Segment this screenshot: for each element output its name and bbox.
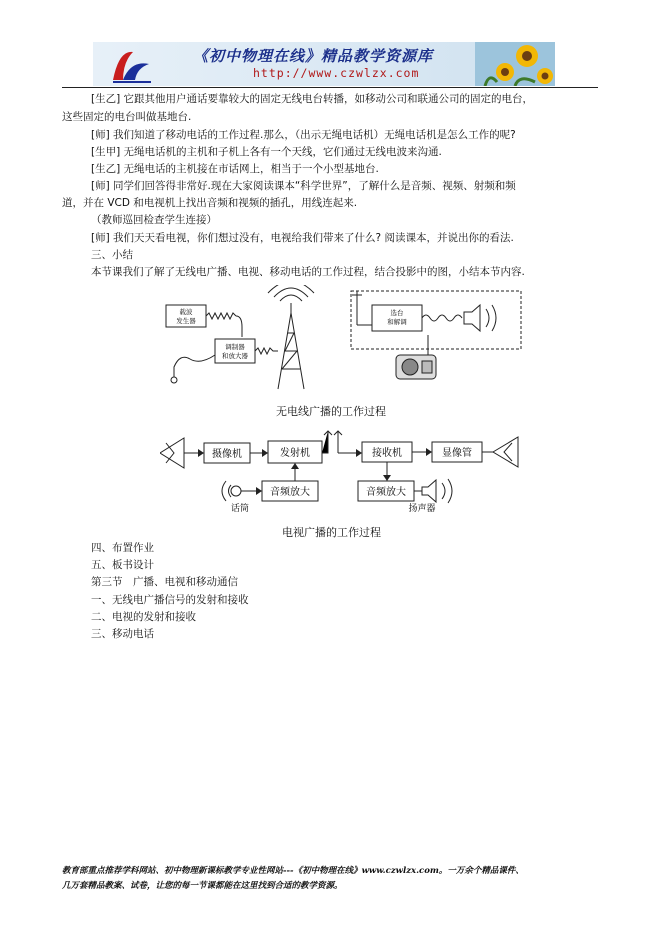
body-line-10: 三、小结 — [91, 249, 133, 261]
microphone-icon — [231, 486, 241, 496]
section-item-2: 二、电视的发射和接收 — [91, 611, 196, 623]
section-item-3: 三、移动电话 — [91, 628, 154, 640]
transmitter-label: 发射机 — [280, 448, 310, 459]
body-line-5: [生乙] 无绳电话的主机接在市话网上，相当于一个小型基地台. — [91, 163, 379, 175]
broadcast-tower-icon — [268, 285, 314, 389]
figure1-caption: 无电线广播的工作过程 — [276, 405, 386, 418]
body-line-3: [师] 我们知道了移动电话的工作过程.那么，（出示无绳电话机）无绳电话机是怎么工作的呢? — [91, 129, 516, 141]
body-line-11: 本节课我们了解了无线电广播、电视、移动电话的工作过程，结合投影中的图，小结本节内容. — [91, 266, 525, 278]
radio-icon — [396, 335, 436, 379]
footer-line-1: 教育部重点推荐学科网站、初中物理新课标教学专业性网站---《初中物理在线》www.czwlzx.com。一万余个精品课件、 — [62, 866, 524, 876]
modulator-label-2: 和放大器 — [222, 352, 248, 360]
tuner-label-1: 选台 — [390, 309, 404, 317]
section-homework: 四、布置作业 — [91, 542, 154, 554]
antenna-icon — [352, 291, 372, 325]
picture-tube-label: 显像管 — [442, 448, 472, 459]
radio-broadcast-diagram — [160, 285, 525, 395]
speaker-icon — [464, 305, 480, 331]
section-board: 五、板书设计 — [91, 559, 154, 571]
tuner-label-2: 和解调 — [387, 318, 407, 326]
body-line-6: [师] 同学们回答得非常好.现在大家阅读课本“科学世界”，了解什么是音频、视频、射频和频 — [91, 180, 516, 192]
audio-amp-rx-label: 音频放大 — [366, 487, 406, 498]
banner-title: 《初中物理在线》精品教学资源库 — [193, 47, 434, 65]
body-line-4: [生甲] 无绳电话机的主机和子机上各有一个天线，它们通过无线电波来沟通. — [91, 146, 442, 158]
body-line-9: [师] 我们天天看电视，你们想过没有，电视给我们带来了什么? 阅读课本，并说出你的看法. — [91, 232, 514, 244]
carrier-label-2: 发生器 — [176, 317, 196, 325]
speaker-icon — [422, 480, 436, 502]
audio-amp-tx-label: 音频放大 — [270, 487, 310, 498]
footer-line-2: 几万套精品教案、试卷，让您的每一节课都能在这里找到合适的教学资源。 — [62, 881, 343, 891]
display-cone-icon — [493, 437, 518, 467]
section-title: 第三节 广播、电视和移动通信 — [91, 576, 238, 588]
site-logo — [109, 46, 153, 84]
camera-label: 摄像机 — [212, 449, 242, 460]
microphone-label: 话筒 — [230, 504, 250, 514]
body-line-1: [生乙] 它跟其他用户通话要靠较大的固定无线电台转播，如移动公司和联通公司的固定的电台， — [91, 93, 534, 105]
body-line-2: 这些固定的电台叫做基地台. — [62, 111, 192, 123]
modulator-label-1: 调制器 — [225, 343, 245, 351]
section-item-1: 一、无线电广播信号的发射和接收 — [91, 594, 249, 606]
header-banner — [93, 42, 555, 86]
banner-url: http://www.czwlzx.com — [253, 66, 420, 80]
sunflower-image — [475, 42, 555, 86]
scene-cone-icon — [160, 438, 184, 468]
receiver-label: 接收机 — [372, 448, 402, 459]
body-line-7: 道，并在 VCD 和电视机上找出音频和视频的插孔，用线连起来. — [62, 197, 358, 209]
figure2-caption: 电视广播的工作过程 — [282, 526, 381, 539]
tv-broadcast-diagram — [160, 425, 525, 515]
speaker-label: 扬声器 — [408, 504, 436, 514]
carrier-label-1: 载波 — [179, 308, 193, 316]
body-line-8: （教师巡回检查学生连接） — [91, 214, 217, 226]
header-rule — [62, 87, 598, 88]
